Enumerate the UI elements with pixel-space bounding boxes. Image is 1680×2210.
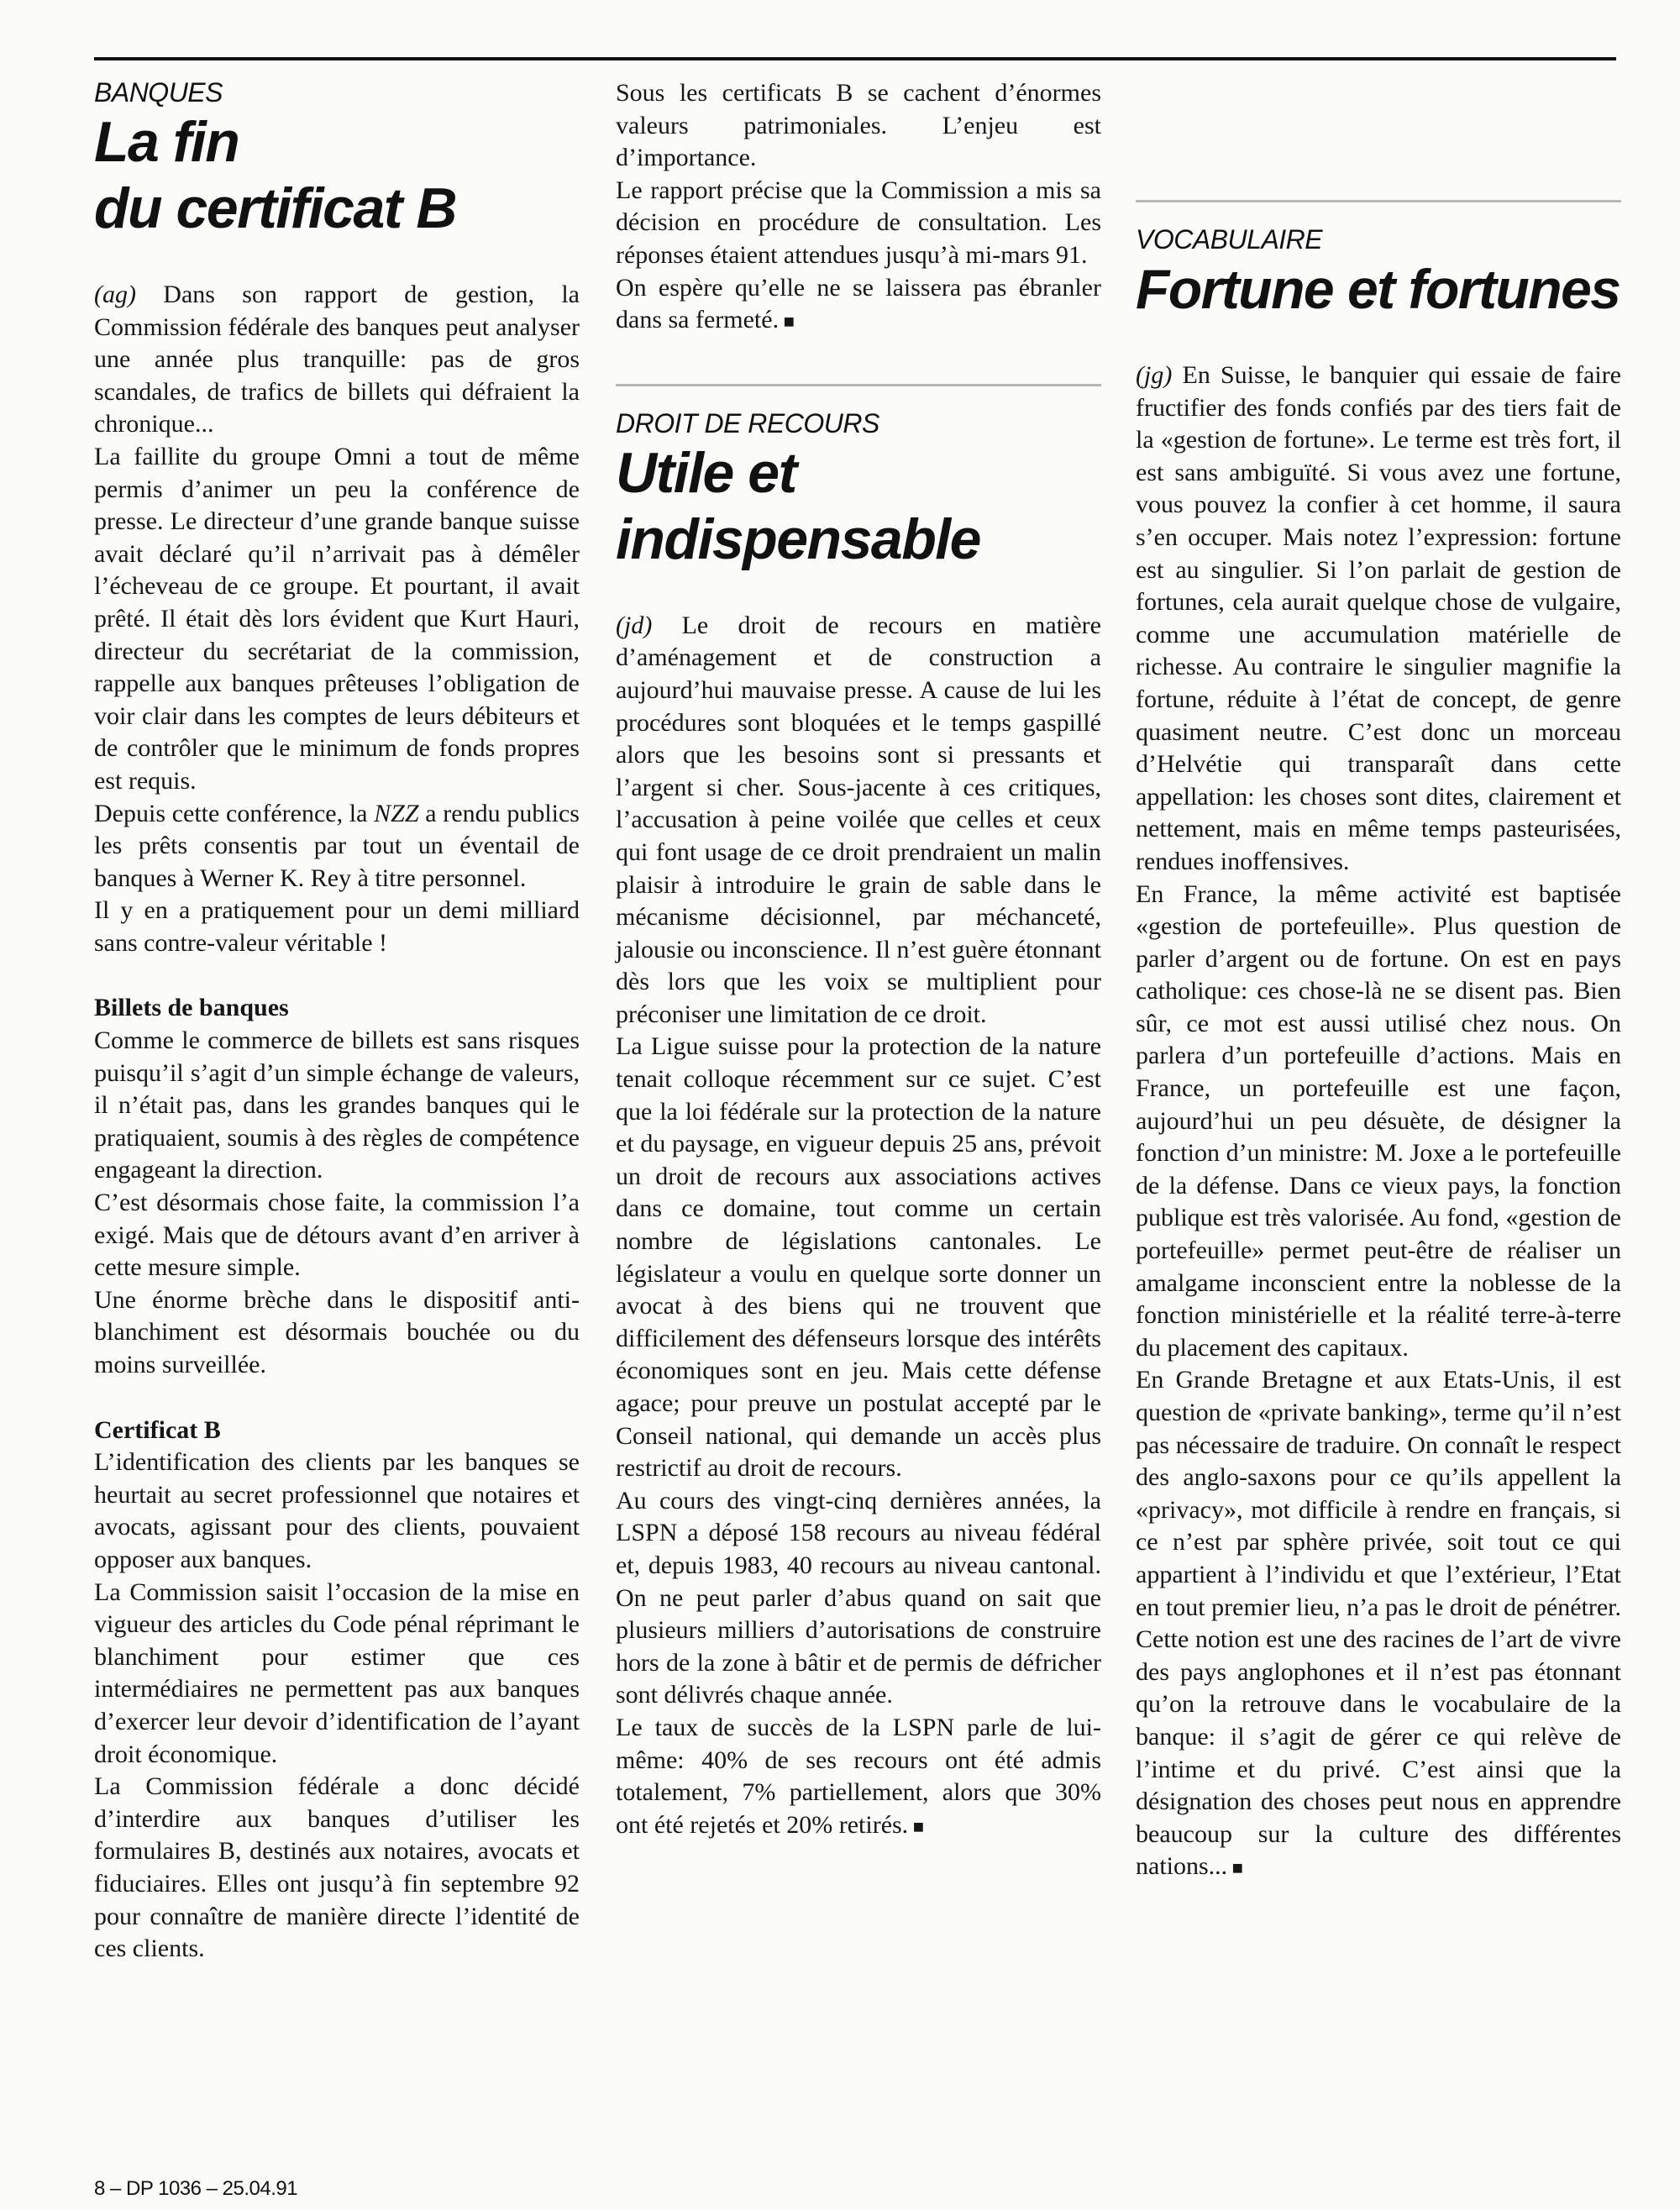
article1-paragraph-6: C’est désormais chose faite, la commission l’a exigé. Mais que de détours avant d’en arriver à cette mesure simple. [94, 1189, 580, 1282]
article1-kicker: BANQUES [94, 77, 223, 108]
separator-rule [616, 384, 1101, 386]
article1-p3-a: Depuis cette conférence, la [94, 799, 375, 827]
article2-intro: Le droit de recours en matière d’aménagement et de construction a aujourd’hui mauvaise presse. A cause de lui les procédures sont bloquées et le temps gaspillé alors que les besoins sont si pressants et l’argent si cher. Sous-jacente à ces critiques, l’accusation à peine voilée que celles et ceux qui font usage de ce droit prendraient un malin plaisir à introduire le grain de sable dans le mécanisme décisionnel, par méchanceté, jalousie ou inconscience. Il n’est guère étonnant dès lors que les voix se multiplient pour préconiser une limitation de ce droit. [616, 611, 1101, 1028]
article1-p3-b: a rendu publics les prêts consentis par tout un éventail de banques à Werner K. Rey à titre personnel. [94, 799, 580, 892]
article1-title-line2: du certificat B [94, 176, 456, 240]
article3-title: Fortune et fortunes [1136, 258, 1620, 320]
article3-paragraph-2: En France, la même activité est baptisée «gestion de portefeuille». Plus question de parler d’argent ou de fortune. On est en pays catholique: ces chose-là ne se disent pas. Bien sûr, ce mot est aussi utilisé chez nous. On parlera d’un portefeuille d’actions. Mais en France, un portefeuille est une façon, aujourd’hui un peu désuète, de désigner la fonction d’un ministre: M. Joxe a le portefeuille de la défense. Dans ce vieux pays, la fonction publique est très valorisée. Au fond, «gestion de portefeuille» permet peut-être de réaliser un amalgame inconscient entre la noblesse de la fonction ministérielle et la réalité terre-à-terre du placement des capitaux. [1136, 879, 1621, 1362]
article3-author: (jg) [1136, 361, 1173, 389]
article1-paragraph-8: L’identification des clients par les banques se heurtait au secret professionnel que notaires et avocats, agissant pour des clients, pouvaient opposer aux banques. [94, 1448, 580, 1573]
article1-paragraph-10: La Commission fédérale a donc décidé d’interdire aux banques d’utiliser les formulaires B, destinés aux notaires, avocats et fiduciaires. Elles ont jusqu’à fin septembre 92 pour connaître de manière directe l’identité de ces clients. [94, 1772, 580, 1963]
article2-kicker: DROIT DE RECOURS [616, 407, 879, 438]
article2-paragraph-2: La Ligue suisse pour la protection de la nature tenait colloque récemment sur ce sujet. C’est que la loi fédérale sur la protection de la nature et du paysage, en vigueur depuis 25 ans, prévoit un droit de recours aux associations actives dans ce domaine, tout comme un certain nombre de législations cantonales. Le législateur a voulu en quelque sorte donner un avocat à des biens qui ne trouvent que difficilement des défenseurs lorsque des intérêts économiques sont en jeu. Mais cette défense agace; pour preuve un postulat accepté par le Conseil national, qui demande un accès plus restrictif au droit de recours. [616, 1032, 1101, 1483]
article2-paragraph-1 [616, 610, 1101, 1032]
article2-paragraph-4: Le taux de succès de la LSPN parle de lui-même: 40% de ses recours ont été admis totalement, 7% partiellement, alors que 30% ont été rejetés et 20% retirés. ■ [616, 1712, 1101, 1843]
article1-subhead-certificat: Certificat B [94, 1415, 221, 1444]
column-2 [616, 77, 1101, 1843]
column-3 [1136, 148, 1621, 1885]
article1-author: (ag) [94, 281, 136, 308]
article3-paragraph-3: En Grande Bretagne et aux Etats-Unis, il est question de «private banking», terme qu’il n’est pas nécessaire de traduire. On connaît le respect des anglo-saxons pour ce qu’ils appellent la «privacy», mot difficile à rendre en français, si ce n’est par sphère privée, soit tout ce qui appartient à l’individu et que l’extérieur, l’Etat en tout premier lieu, n’a pas le droit de pénétrer. Cette notion est une des racines de l’art de vivre des pays anglophones et il n’est pas étonnant qu’on la retrouve dans le vocabulaire de la banque: il s’agit de gérer ce qui relève de l’intime et du privé. C’est ainsi que la désignation des choses peut nous en apprendre beaucoup sur la culture des différentes nations... ■ [1136, 1364, 1621, 1885]
article1-paragraph-9: La Commission saisit l’occasion de la mise en vigueur des articles du Code pénal réprimant le blanchiment pour estimer que ces intermédiaires ne permettent pas aux banques d’exercer leur devoir d’identification de l’ayant droit économique. [94, 1577, 580, 1768]
article1-paragraph-11: Sous les certificats B se cachent d’énormes valeurs patrimoniales. L’enjeu est d’importance. [616, 79, 1101, 172]
article1-paragraph-2: La faillite du groupe Omni a tout de même permis d’animer un peu la conférence de presse. Le directeur d’une grande banque suisse avait déclaré qu’il n’arrivait pas à démêler l’écheveau de ce groupe. Et pourtant, il avait prêté. Il était dès lors évident que Kurt Hauri, directeur du secrétariat de la commission, rappelle aux banques prêteuses l’obligation de voir clair dans les comptes de leurs débiteurs et de contrôler que le minimum de fonds propres est requis. [94, 442, 580, 795]
article2-paragraph-3: Au cours des vingt-cinq dernières années, la LSPN a déposé 158 recours au niveau fédéral et, depuis 1983, 40 recours au niveau cantonal. On ne peut parler d’abus quand on sait que plusieurs milliers d’autorisations de construire hors de la zone à bâtir et de permis de défricher sont délivrés chaque année. [616, 1486, 1101, 1709]
article3-paragraph-1 [1136, 360, 1621, 879]
article3-kicker: VOCABULAIRE [1136, 224, 1323, 255]
column-1 [94, 77, 580, 1966]
article1-paragraph-3 [94, 798, 580, 895]
article1-subhead-billets: Billets de banques [94, 994, 289, 1022]
separator-rule [1136, 200, 1621, 202]
article2-title [616, 440, 1101, 573]
article3-intro: En Suisse, le banquier qui essaie de faire fructifier des fonds confiés par des tiers fait de la «gestion de fortune». Le terme est très fort, il est sans ambiguïté. Si vous avez une fortune, vous pouvez la confier à cet homme, il saura s’en occuper. Mais notez l’expression: fortune est au singulier. Si l’on parlait de gestion de fortunes, cela aurait quelque chose de vulgaire, comme une accumulation matérielle de richesse. Au contraire le singulier magnifie la fortune, réduite à l’état de concept, de genre quasiment neutre. C’est donc un morceau d’Helvétie qui transparaît dans cette appellation: les choses sont dites, clairement et nettement, mais en même temps pasteurisées, rendues inoffensives. [1136, 361, 1621, 875]
article1-nzz: NZZ [374, 799, 419, 827]
article1-title [94, 109, 580, 242]
article1-paragraph-7: Une énorme brèche dans le dispositif anti-blanchiment est désormais bouchée ou du moins surveillée. [94, 1285, 580, 1378]
article1-title-line1: La fin [94, 110, 239, 174]
article1-paragraph-13: On espère qu’elle ne se laissera pas ébranler dans sa fermeté. ■ [616, 272, 1101, 339]
top-rule [94, 57, 1616, 60]
article2-title-line2: indispensable [616, 507, 980, 571]
article1-paragraph-12: Le rapport précise que la Commission a mis sa décision en procédure de consultation. Les réponses étaient attendues jusqu’à mi-mars 91. [616, 176, 1101, 269]
page-folio: 8 – DP 1036 – 25.04.91 [94, 2177, 298, 2200]
article1-paragraph-5: Comme le commerce de billets est sans risques puisqu’il s’agit d’un simple échange de valeurs, il n’était pas, dans les grandes banques qui le pratiquaient, soumis à des règles de compétence engageant la direction. [94, 1026, 580, 1184]
article1-paragraph-1 [94, 279, 580, 441]
article2-author: (jd) [616, 611, 653, 639]
article2-title-line1: Utile et [616, 440, 796, 505]
article1-paragraph-4: Il y en a pratiquement pour un demi milliard sans contre-valeur véritable ! [94, 896, 580, 957]
article1-intro: Dans son rapport de gestion, la Commission fédérale des banques peut analyser une année plus tranquille: pas de gros scandales, de trafics de billets qui défraient la chronique... [94, 281, 580, 438]
